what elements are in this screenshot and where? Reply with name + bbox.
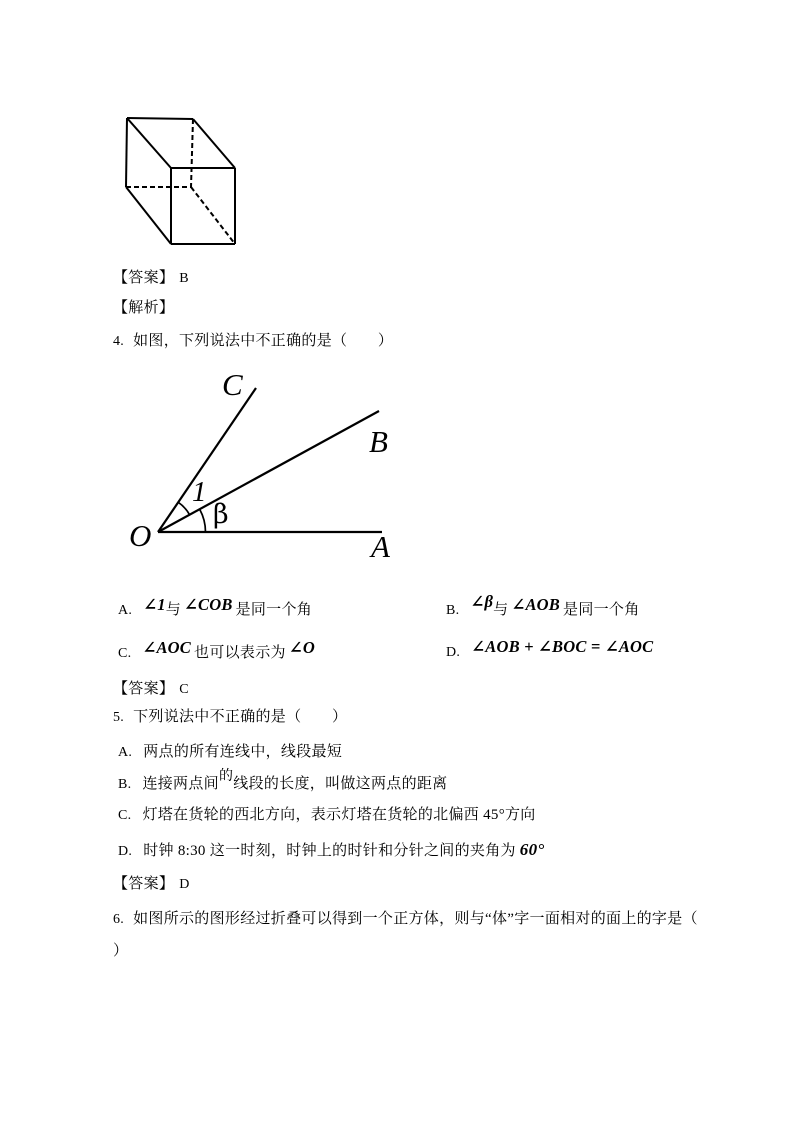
option-text: 与 — [493, 602, 509, 618]
analysis-label: 【解析】 — [113, 300, 175, 316]
answer-value: D — [179, 877, 190, 892]
answer-value: C — [179, 682, 189, 697]
q5-number: 5. — [113, 710, 125, 725]
option-text: 时钟 8:30 这一时刻，时钟上的时针和分针之间的夹角为 — [143, 843, 516, 859]
q4-text: 如图，下列说法中不正确的是（ ） — [133, 333, 394, 349]
q4-option-b — [446, 592, 640, 619]
answer-value: B — [179, 271, 189, 286]
ray-a-label: A — [371, 529, 390, 564]
q5-option-d — [118, 839, 545, 860]
option-letter: C. — [118, 808, 132, 823]
ray-c-label: C — [222, 367, 243, 402]
analysis-3-line — [113, 296, 174, 317]
answer-5-line — [113, 872, 190, 893]
cube-figure — [114, 108, 246, 253]
option-letter: A. — [118, 603, 133, 618]
math-expression: ∠O — [288, 638, 315, 657]
q6-question-line-2 — [113, 939, 128, 960]
math-expression: ∠β — [470, 592, 494, 611]
math-expression: ∠AOB + ∠BOC = ∠AOC — [471, 637, 654, 656]
option-text: 也可以表示为 — [194, 645, 286, 661]
math-expression: ∠AOB — [511, 595, 561, 614]
q6-question-line-1 — [113, 907, 698, 928]
answer-label: 【答案】 — [113, 876, 175, 892]
option-letter: A. — [118, 745, 133, 760]
q6-number: 6. — [113, 912, 125, 927]
angle-figure — [108, 362, 408, 567]
option-letter: D. — [118, 844, 133, 859]
option-text: 两点的所有连线中，线段最短 — [143, 744, 343, 760]
q4-option-a — [118, 595, 313, 619]
vertex-o-label: O — [129, 518, 152, 553]
answer-3-line — [113, 266, 189, 287]
q5-text: 下列说法中不正确的是（ ） — [133, 709, 348, 725]
q5-option-c — [118, 803, 536, 824]
math-expression: ∠AOC — [142, 638, 192, 657]
angle-1-label: 1 — [192, 476, 207, 508]
option-text: 连接两点间 — [142, 776, 219, 792]
option-letter: C. — [118, 646, 132, 661]
option-text: 与 — [165, 602, 182, 618]
answer-label: 【答案】 — [113, 270, 175, 286]
angle-1-arc — [178, 502, 190, 515]
angle-beta-label: β — [213, 499, 229, 530]
answer-4-line — [113, 677, 189, 698]
q5-option-a — [118, 740, 342, 761]
q4-option-d — [446, 637, 654, 661]
option-letter: D. — [446, 645, 461, 660]
q6-text-continued: ） — [113, 943, 129, 959]
option-text: 是同一个角 — [235, 602, 313, 618]
q4-option-c — [118, 638, 315, 662]
option-text: 灯塔在货轮的西北方向，表示灯塔在货轮的北偏西 45°方向 — [142, 807, 536, 823]
option-text: 线段的长度，叫做这两点的距离 — [233, 776, 448, 792]
q5-question-line — [113, 705, 347, 726]
angle-beta-arc — [200, 509, 206, 532]
bold-degree-value: 60° — [519, 840, 545, 859]
q4-number: 4. — [113, 334, 125, 349]
raised-character: 的 — [218, 769, 234, 784]
option-letter: B. — [118, 777, 132, 792]
q6-text: 如图所示的图形经过折叠可以得到一个正方体，则与“体”字一面相对的面上的字是（ — [133, 911, 698, 927]
math-expression: ∠1 — [143, 595, 166, 614]
ray-b-label: B — [369, 424, 388, 459]
q4-question-line — [113, 329, 393, 350]
option-text: 是同一个角 — [563, 602, 640, 618]
option-letter: B. — [446, 603, 460, 618]
answer-label: 【答案】 — [113, 681, 175, 697]
math-expression: ∠COB — [184, 595, 233, 614]
q5-option-b — [118, 769, 448, 793]
